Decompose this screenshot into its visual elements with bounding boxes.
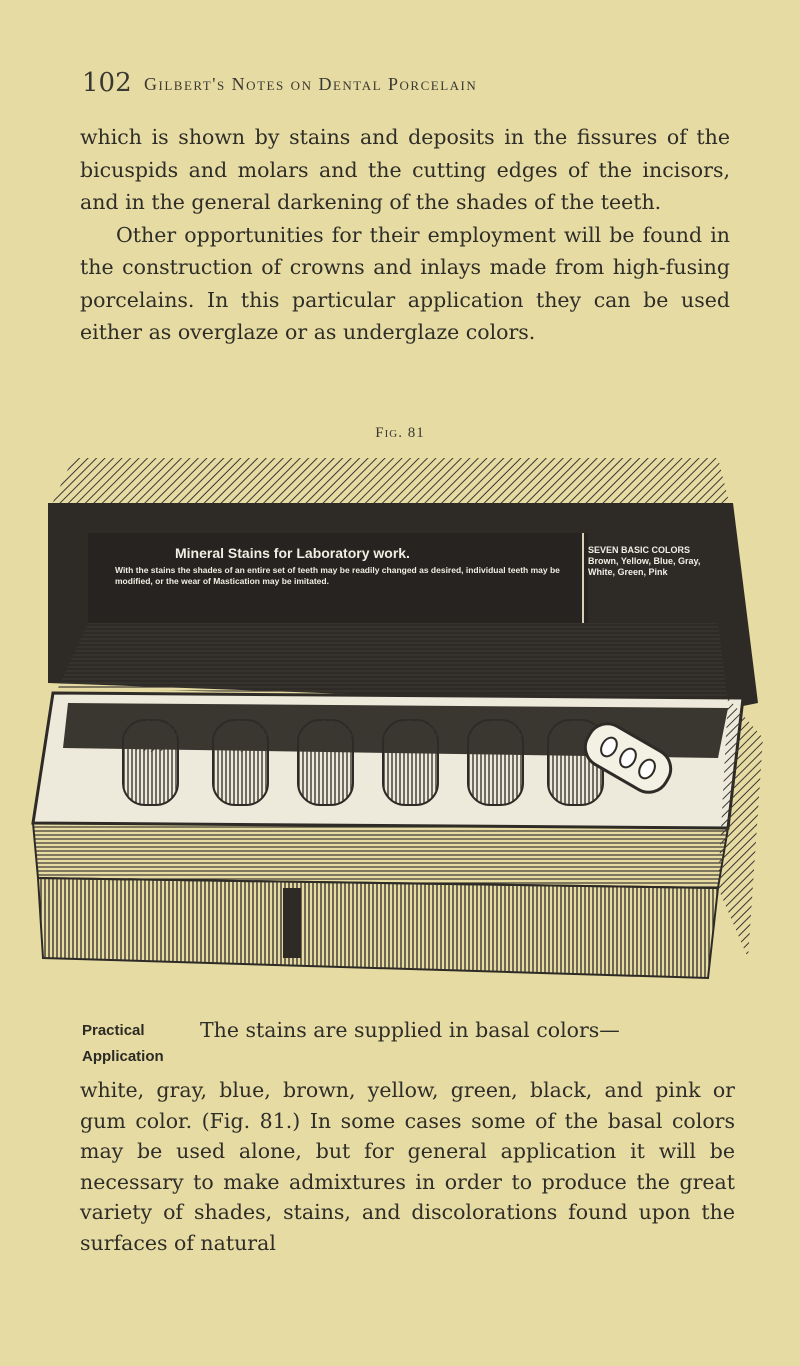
page-number: 102 — [82, 68, 132, 98]
paragraph: Other opportunities for their employment will be found in the construction of crowns and inlays made from high-fusing porcelains. In this particular application they can be used either as overglaze or as underglaze colors. — [80, 222, 730, 344]
page-header — [82, 62, 722, 102]
margin-note: Practical Application — [82, 1022, 164, 1065]
box-label-title: Mineral Stains for Laboratory work. — [175, 545, 410, 561]
figure-caption: Fig. 81 — [375, 425, 425, 441]
body-text — [80, 121, 730, 349]
paragraph-continued: which is shown by stains and deposits in the fissures of the bicuspids and molars and the cutting edges of the incisors, and in the general darkening of the shades of the teeth. — [80, 125, 730, 214]
paragraph-body: white, gray, blue, brown, yellow, green, black, and pink or gum color. (Fig. 81.) In some cases some of the basal colors may be used alone, but for general application it will be necessary to make admixtures in order to produce the great variety of shades, stains, and discolorations found upon the surfaces of natural — [80, 1078, 735, 1255]
paragraph-first-line: The stains are supplied in basal colors— — [200, 1018, 620, 1042]
figure-illustration — [28, 458, 764, 998]
box-label-text: With the stains the shades of an entire set of teeth may be readily changed as desired, individual teeth may be modified, or the wear of Mastication may be imitated. — [115, 565, 560, 586]
box-front — [33, 823, 728, 888]
running-title: Gilbert's Notes on Dental Porcelain — [144, 74, 478, 94]
box-lid-strip — [58, 623, 728, 703]
box-label-colors: SEVEN BASIC COLORS Brown, Yellow, Blue, Gray, White, Green, Pink — [588, 545, 701, 577]
box-base — [38, 878, 718, 978]
